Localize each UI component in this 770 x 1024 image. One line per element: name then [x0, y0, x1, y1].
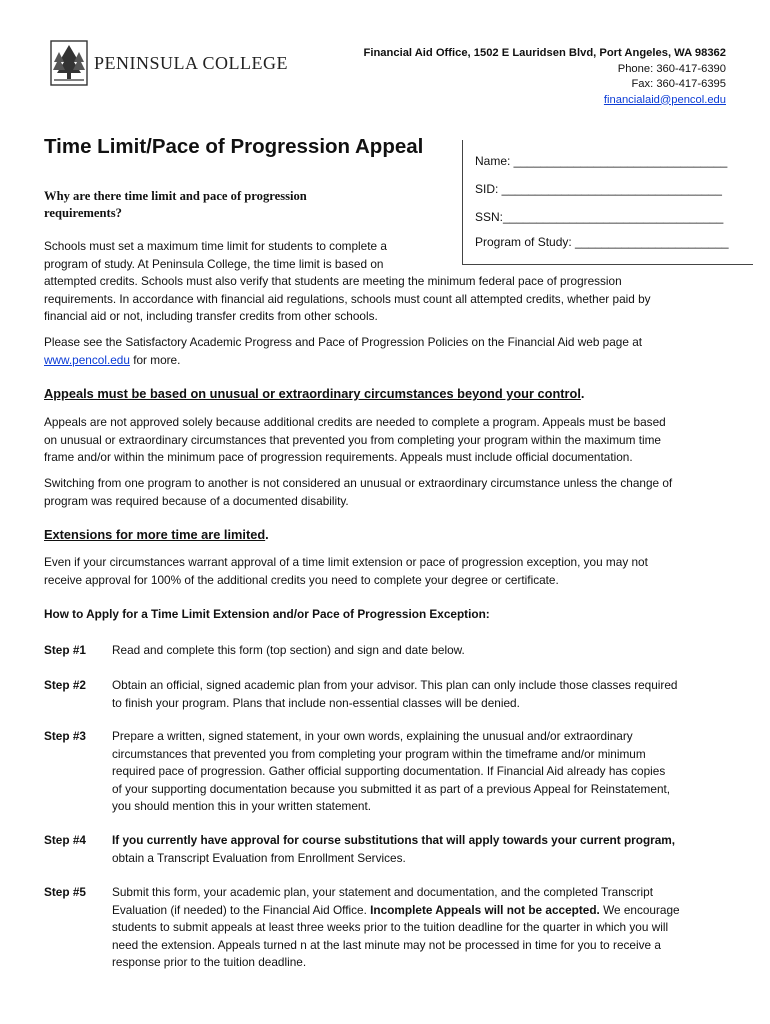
step-1-text [112, 642, 465, 660]
text-line: program was required because of a documented disability. [44, 493, 349, 508]
step-2-text [112, 677, 677, 712]
tree-logo-icon [50, 40, 88, 86]
policy-reference-paragraph [44, 334, 642, 369]
ssn-field[interactable]: SSN:_________________________________ [475, 210, 724, 224]
text-run: Evaluation (if needed) to the Financial Aid Office. [112, 902, 371, 917]
program-of-study-field[interactable]: Program of Study: _______________________ [475, 235, 729, 249]
text-line: on unusual or extraordinary circumstances that prevented you from completing your program within the maximum time [44, 432, 661, 447]
extensions-heading [44, 527, 269, 542]
text-line: to finish your program. Plans that include non-essential classes will be denied. [112, 695, 520, 710]
step-1-label: Step #1 [44, 643, 86, 657]
text-line [44, 352, 642, 370]
page-title: Time Limit/Pace of Progression Appeal [44, 135, 424, 158]
why-heading [44, 188, 307, 222]
pencol-website-link[interactable]: www.pencol.edu [44, 352, 130, 367]
step-4-text [112, 832, 675, 867]
extensions-paragraph [44, 554, 648, 589]
why-heading-line: Why are there time limit and pace of progression [44, 189, 307, 203]
office-fax: Fax: 360-417-6395 [631, 78, 726, 90]
office-address: Financial Aid Office, 1502 E Lauridsen Blvd, Port Angeles, WA 98362 [363, 47, 726, 59]
text-line: attempted credits. Schools must also verify that students are meeting the minimum federal pace of progression [44, 274, 622, 288]
incomplete-appeals-warning: Incomplete Appeals will not be accepted. [370, 902, 600, 917]
heading-period: . [580, 386, 585, 401]
text-line: required pace of progression. Gather official supporting documentation. If Financial Aid already has copies [112, 764, 666, 778]
text-line: Prepare a written, signed statement, in your own words, explaining the unusual and/or extraordinary [112, 729, 633, 743]
text-line: Switching from one program to another is not considered an unusual or extraordinary circumstance unless the change of [44, 476, 673, 490]
sid-field[interactable]: SID: _________________________________ [475, 182, 722, 196]
text-line: of your supporting documentation because you submitted it as part of a previous Appeal for Reinstatement, [112, 781, 671, 796]
appeals-heading-text: Appeals must be based on unusual or extraordinary circumstances beyond your control [44, 386, 581, 401]
why-heading-line: requirements? [44, 206, 122, 220]
text-run: We encourage [599, 902, 680, 917]
text-line: Read and complete this form (top section) and sign and date below. [112, 643, 465, 657]
step-3-text [112, 728, 670, 816]
heading-period: . [265, 527, 269, 542]
extensions-heading-text: Extensions for more time are limited [44, 527, 266, 542]
how-to-apply-heading: How to Apply for a Time Limit Extension and/or Pace of Progression Exception: [44, 607, 490, 621]
text-line: If you currently have approval for course substitutions that will apply towards your current program, [112, 833, 676, 847]
text-line: Even if your circumstances warrant approval of a time limit extension or pace of progression exception, you may not [44, 555, 648, 569]
text-line [112, 902, 680, 920]
step-3-label: Step #3 [44, 729, 86, 743]
college-logo [50, 40, 288, 86]
text-line: you should mention this in your written statement. [112, 799, 372, 813]
text-line: circumstances that prevented you from completing your program within the timeframe and/or minimum [112, 746, 646, 761]
logo-wordmark: PENINSULA COLLEGE [94, 52, 288, 73]
text-line: Obtain an official, signed academic plan from your advisor. This plan can only include those classes required [112, 678, 678, 692]
step-4-label: Step #4 [44, 833, 86, 847]
text-line: Appeals are not approved solely because additional credits are needed to complete a program. Appeals must be based [44, 415, 666, 429]
text-line: students to submit appeals at least three weeks prior to the tuition deadline for the quarter in which you will [112, 920, 669, 934]
text-line: Submit this form, your academic plan, your statement and documentation, and the completed Transcript [112, 885, 653, 899]
step-5-label: Step #5 [44, 885, 86, 899]
text-line: response prior to the tuition deadline. [112, 955, 307, 969]
step-5-text [112, 884, 680, 972]
text-line: Schools must set a maximum time limit for students to complete a [44, 239, 387, 253]
text-line: financial aid or not, including transfer credits from other schools. [44, 309, 378, 323]
office-phone: Phone: 360-417-6390 [617, 62, 726, 75]
step-2-label: Step #2 [44, 678, 86, 692]
appeals-paragraph [44, 414, 666, 467]
appeals-heading [44, 386, 584, 401]
text-line: Please see the Satisfactory Academic Progress and Pace of Progression Policies on the Financial Aid web page at [44, 335, 643, 349]
why-paragraph [44, 238, 651, 326]
text-line: program of study. At Peninsula College, the time limit is based on [44, 256, 384, 271]
text-line: receive approval for 100% of the additional credits you need to complete your degree or certificate. [44, 572, 559, 587]
office-email-link[interactable]: financialaid@pencol.edu [603, 93, 726, 106]
text-line-rest: for more. [129, 352, 181, 367]
text-line: need the extension. Appeals turned n at the last minute may not be processed in time for you to receive a [112, 937, 661, 952]
text-line: requirements. In accordance with financial aid regulations, schools must count all attempted credits, whether paid by [44, 291, 651, 306]
switching-paragraph [44, 475, 672, 510]
name-field[interactable]: Name: ________________________________ [475, 154, 728, 168]
text-line: obtain a Transcript Evaluation from Enrollment Services. [112, 850, 406, 865]
office-contact [364, 46, 726, 108]
text-line: frame and/or within the minimum pace of progression requirements. Appeals must include official documentation. [44, 450, 633, 464]
